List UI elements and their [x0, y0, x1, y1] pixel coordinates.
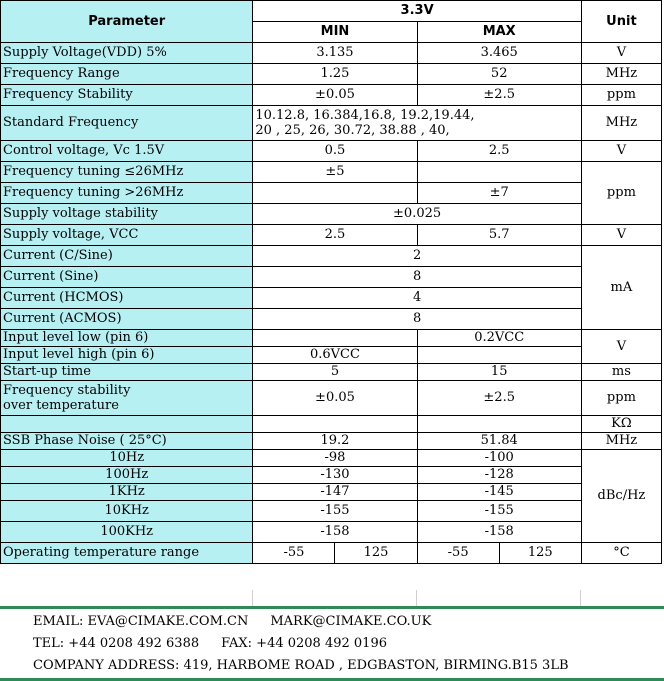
table-row: [1, 183, 662, 204]
temp-min-high: 125: [335, 543, 417, 564]
table-row: [1, 450, 662, 467]
max-value: -128: [417, 467, 581, 484]
row-label: 1KHz: [1, 484, 253, 501]
unit-value: MHz: [581, 433, 661, 450]
row-label: Standard Frequency: [1, 106, 253, 141]
footer-top-separator: [0, 606, 664, 609]
max-value: -100: [417, 450, 581, 467]
row-label: Current (C/Sine): [1, 246, 253, 267]
max-value: [417, 416, 581, 433]
parameter-header: Parameter: [1, 1, 253, 43]
row-label: [1, 416, 253, 433]
max-value: 0.2VCC: [417, 330, 581, 347]
table-row: [1, 85, 662, 106]
unit-value: V: [581, 330, 661, 364]
row-label: Input level low (pin 6): [1, 330, 253, 347]
table-row: [1, 246, 662, 267]
row-label: Current (Sine): [1, 267, 253, 288]
row-label: SSB Phase Noise ( 25°C): [1, 433, 253, 450]
footer-address: COMPANY ADDRESS: 419, HARBOME ROAD , EDGBASTON, BIRMING.B15 3LB: [33, 658, 569, 673]
min-value: 3.135: [253, 43, 417, 64]
table-row: [1, 106, 662, 141]
min-value: [253, 183, 417, 204]
min-header: MIN: [253, 22, 417, 43]
table-row: [1, 330, 662, 347]
min-value: -147: [253, 484, 417, 501]
table-row: [1, 225, 662, 246]
row-label: Frequency Range: [1, 64, 253, 85]
max-value: 52: [417, 64, 581, 85]
table-row: [1, 288, 662, 309]
max-value: -155: [417, 501, 581, 522]
value: 4: [253, 288, 581, 309]
max-value: ±2.5: [417, 85, 581, 106]
min-value: ±5: [253, 162, 417, 183]
table-row: [1, 467, 662, 484]
min-value: 0.6VCC: [253, 347, 417, 364]
max-value: 2.5: [417, 141, 581, 162]
row-label: Current (ACMOS): [1, 309, 253, 330]
row-label: Frequency tuning ≤26MHz: [1, 162, 253, 183]
email-secondary[interactable]: MARK@CIMAKE.CO.UK: [270, 614, 432, 629]
value: 8: [253, 309, 581, 330]
row-label: 10Hz: [1, 450, 253, 467]
table-row: [1, 347, 662, 364]
fax-number: FAX: +44 0208 492 0196: [221, 636, 387, 651]
table-row: [1, 204, 662, 225]
max-value: 3.465: [417, 43, 581, 64]
footer-phone: [33, 636, 387, 651]
table-row: [1, 522, 662, 543]
max-value: 15: [417, 364, 581, 381]
min-value: [253, 416, 417, 433]
standard-frequency-values: [253, 106, 581, 141]
max-value: -145: [417, 484, 581, 501]
voltage-header: 3.3V: [253, 1, 581, 22]
table-row: [1, 309, 662, 330]
table-row: [1, 43, 662, 64]
max-header: MAX: [417, 22, 581, 43]
row-label: Start-up time: [1, 364, 253, 381]
grid-line: [252, 590, 253, 606]
max-value: ±2.5: [417, 381, 581, 416]
min-value: -158: [253, 522, 417, 543]
standard-frequency-line-1: 10.12.8, 16.384,16.8, 19.2,19.44,: [255, 108, 475, 123]
standard-frequency-line-2: 20 , 25, 26, 30.72, 38.88 , 40,: [255, 123, 450, 138]
row-label-line-2: over temperature: [3, 398, 119, 413]
min-value: 2.5: [253, 225, 417, 246]
row-label: [1, 381, 253, 416]
table-row: [1, 433, 662, 450]
email-primary[interactable]: EMAIL: EVA@CIMAKE.COM.CN: [33, 614, 249, 629]
table-row: [1, 162, 662, 183]
row-label: 10KHz: [1, 501, 253, 522]
row-label: Current (HCMOS): [1, 288, 253, 309]
unit-value: V: [581, 225, 661, 246]
table-row: [1, 64, 662, 85]
unit-value: V: [581, 141, 661, 162]
temp-max-low: -55: [417, 543, 499, 564]
unit-value: MHz: [581, 64, 661, 85]
table-row: [1, 543, 662, 564]
unit-value: V: [581, 43, 661, 64]
table-row: [1, 501, 662, 522]
max-value: [417, 347, 581, 364]
temp-min-low: -55: [253, 543, 335, 564]
unit-value: ppm: [581, 85, 661, 106]
tel-number: TEL: +44 0208 492 6388: [33, 636, 200, 651]
min-value: 0.5: [253, 141, 417, 162]
row-label: Input level high (pin 6): [1, 347, 253, 364]
table-row: [1, 484, 662, 501]
row-label-line-1: Frequency stability: [3, 383, 131, 398]
table-row: [1, 416, 662, 433]
row-label: Supply Voltage(VDD) 5%: [1, 43, 253, 64]
row-label: Supply voltage stability: [1, 204, 253, 225]
unit-value: KΩ: [581, 416, 661, 433]
value: ±0.025: [253, 204, 581, 225]
row-label: Control voltage, Vc 1.5V: [1, 141, 253, 162]
min-value: ±0.05: [253, 381, 417, 416]
unit-value: ppm: [581, 162, 661, 225]
max-value: ±7: [417, 183, 581, 204]
min-value: 5: [253, 364, 417, 381]
unit-value: mA: [581, 246, 661, 330]
table-row: [1, 267, 662, 288]
row-label: 100KHz: [1, 522, 253, 543]
table-row: [1, 141, 662, 162]
min-value: ±0.05: [253, 85, 417, 106]
grid-line: [580, 590, 581, 606]
min-value: -155: [253, 501, 417, 522]
unit-value: ms: [581, 364, 661, 381]
min-value: [253, 330, 417, 347]
max-value: 51.84: [417, 433, 581, 450]
footer-email: [33, 614, 431, 629]
table-row: [1, 381, 662, 416]
value: 8: [253, 267, 581, 288]
unit-value: dBc/Hz: [581, 450, 661, 543]
unit-value: MHz: [581, 106, 661, 141]
value: 2: [253, 246, 581, 267]
row-label: Supply voltage, VCC: [1, 225, 253, 246]
row-label: Frequency Stability: [1, 85, 253, 106]
header-row-1: [1, 1, 662, 22]
unit-value: ppm: [581, 381, 661, 416]
temp-max-high: 125: [499, 543, 581, 564]
min-value: 19.2: [253, 433, 417, 450]
table-row: [1, 364, 662, 381]
row-label: Frequency tuning >26MHz: [1, 183, 253, 204]
min-value: -98: [253, 450, 417, 467]
min-value: 1.25: [253, 64, 417, 85]
unit-header: Unit: [581, 1, 661, 43]
max-value: [417, 162, 581, 183]
min-value: -130: [253, 467, 417, 484]
row-label: Operating temperature range: [1, 543, 253, 564]
max-value: 5.7: [417, 225, 581, 246]
unit-value: °C: [581, 543, 661, 564]
max-value: -158: [417, 522, 581, 543]
row-label: 100Hz: [1, 467, 253, 484]
grid-line: [416, 590, 417, 606]
